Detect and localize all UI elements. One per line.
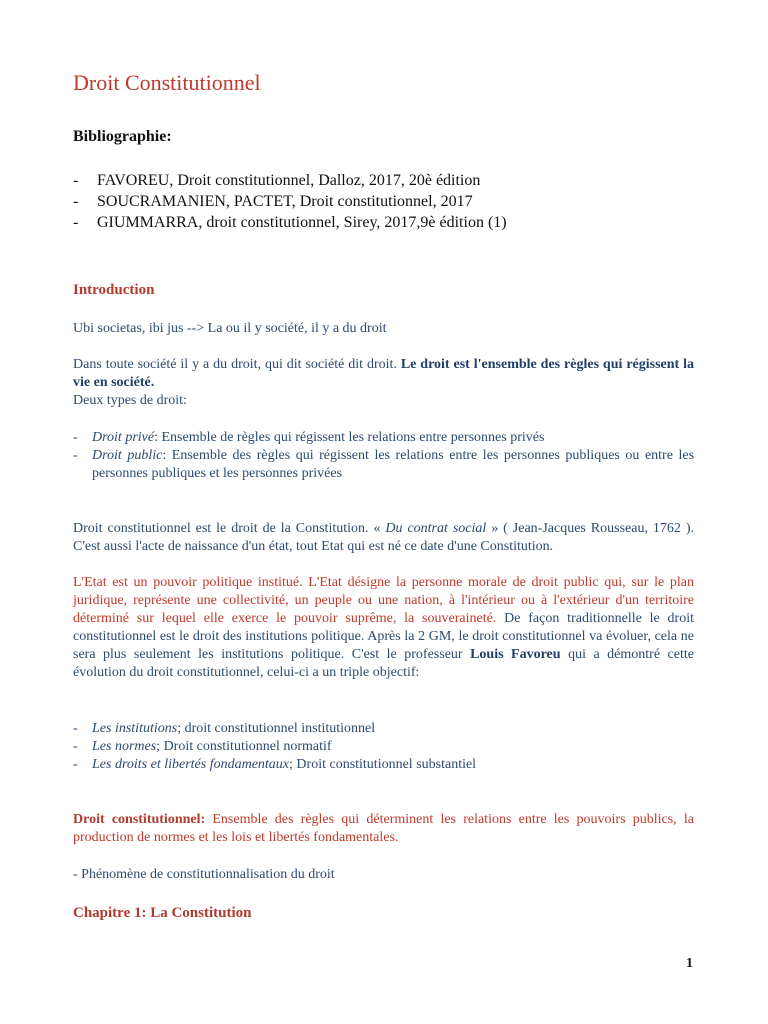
list-item — [73, 720, 694, 738]
list-text: Droit constitutionnel normatif — [163, 739, 332, 754]
list-item — [73, 429, 694, 447]
list-dash: - — [73, 721, 78, 736]
constitution-text-b: » ( Jean-Jacques Rousseau, 1762 ). C'est aussi l'acte de naissance d'un état, tout Etat qui est né ce date d'une Constitution. — [73, 521, 695, 554]
list-separator: ; — [177, 721, 185, 736]
bibliography-text: GIUMMARRA, droit constitutionnel, Sirey, 2017,9è édition (1) — [97, 214, 507, 231]
list-item — [73, 756, 694, 774]
list-dash: - — [73, 193, 79, 210]
law-types-intro: Deux types de droit: — [73, 393, 187, 408]
list-dash: - — [73, 430, 78, 445]
list-dash: - — [73, 739, 78, 754]
definition-term: Droit constitutionnel: — [73, 812, 206, 827]
list-text: droit constitutionnel institutionnel — [184, 721, 376, 736]
phenomenon-line: - Phénomène de constitutionnalisation du droit — [73, 867, 335, 882]
constitutional-law-definition — [73, 811, 694, 847]
bibliography-list — [73, 170, 694, 233]
evolution-text-end: qui a démontré cette évolution du droit constitutionnel, celui-ci a un triple objectif: — [73, 647, 694, 680]
list-item — [73, 738, 694, 756]
constitution-book-title: Du contrat social — [385, 521, 487, 536]
document-title: Droit Constitutionnel — [73, 70, 261, 95]
list-dash: - — [73, 172, 79, 189]
list-term: Les normes — [92, 739, 157, 754]
constitution-text-a: Droit constitutionnel est le droit de la Constitution. « — [73, 521, 386, 536]
state-paragraph — [73, 574, 694, 682]
bibliography-heading: Bibliographie: — [73, 128, 172, 145]
page-number: 1 — [686, 956, 693, 971]
list-dash: - — [73, 448, 78, 463]
list-dash: - — [73, 757, 78, 772]
introduction-heading: Introduction — [73, 282, 155, 298]
law-intro-text: Dans toute société il y a du droit, qui dit société dit droit. — [73, 357, 401, 372]
list-dash: - — [73, 214, 79, 231]
list-separator: ; — [289, 757, 297, 772]
law-definition-paragraph — [73, 356, 694, 410]
law-definition-bold: Le droit est l'ensemble des règles qui régissent la vie en société. — [73, 357, 695, 390]
list-term: Les institutions — [92, 721, 178, 736]
list-term: Les droits et libertés fondamentaux — [92, 757, 290, 772]
list-separator: ; — [156, 739, 164, 754]
bibliography-item — [73, 212, 694, 233]
list-separator: : — [154, 430, 162, 445]
author-name: Louis Favoreu — [470, 647, 561, 662]
objectives-list — [73, 720, 694, 774]
definition-text: Ensemble des règles qui déterminent les relations entre les pouvoirs publics, la production de normes et les lois et libertés fondamentales. — [73, 812, 694, 845]
list-item — [73, 447, 694, 483]
bibliography-text: FAVOREU, Droit constitutionnel, Dalloz, 2017, 20è édition — [97, 172, 481, 189]
state-definition-text: L'Etat est un pouvoir politique institué. L'Etat désigne la personne morale de droit public qui, sur le plan juridique, représente une collectivité, un peuple ou une nation, à l'intérieur ou à l'extérieur d'un territoire déterminé sur lequel elle exerce le pouvoir suprême, la souveraineté. — [73, 575, 694, 626]
adage-paragraph: Ubi societas, ibi jus --> La ou il y société, il y a du droit — [73, 321, 387, 336]
law-types-list — [73, 429, 694, 483]
bibliography-item — [73, 170, 694, 191]
list-text: Ensemble des règles qui régissent les relations entre les personnes publiques ou entre les personnes publiques et les personnes privées — [92, 448, 695, 481]
bibliography-item — [73, 191, 694, 212]
list-term: Droit privé — [92, 430, 155, 445]
bibliography-text: SOUCRAMANIEN, PACTET, Droit constitutionnel, 2017 — [97, 193, 473, 210]
list-text: Droit constitutionnel substantiel — [296, 757, 477, 772]
list-separator: : — [162, 448, 172, 463]
list-text: Ensemble de règles qui régissent les relations entre personnes privés — [161, 430, 545, 445]
list-term: Droit public — [92, 448, 163, 463]
evolution-text: De façon traditionnelle le droit constitutionnel est le droit des institutions politique. Après la 2 GM, le droit constitutionnel va évoluer, cela ne sera plus seulement les institutions politique. C'est le professeur — [73, 611, 694, 662]
chapter-heading: Chapitre 1: La Constitution — [73, 905, 252, 921]
constitution-paragraph — [73, 520, 694, 556]
